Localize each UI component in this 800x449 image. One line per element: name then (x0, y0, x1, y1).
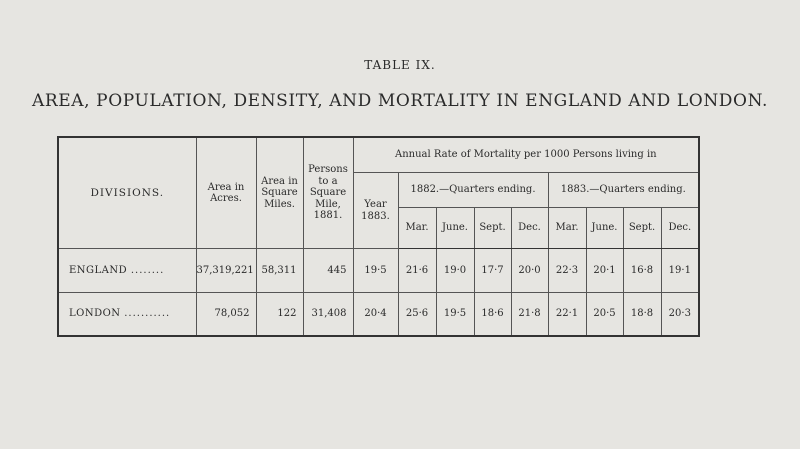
header-quarter: Dec. (511, 208, 548, 249)
rate-cell: 21·8 (511, 293, 548, 337)
rate-cell: 20·5 (586, 293, 623, 337)
rate-cell: 18·6 (474, 293, 511, 337)
header-quarter: Mar. (548, 208, 586, 249)
persons-per-mile-cell: 31,408 (303, 293, 353, 337)
header-quarters-1882: 1882.—Quarters ending. (398, 173, 548, 208)
rate-cell: 20·1 (586, 249, 623, 293)
header-area-sq-miles: Area in Square Miles. (256, 137, 303, 249)
header-annual-rate: Annual Rate of Mortality per 1000 Persons living in (353, 137, 699, 173)
rate-cell: 19·1 (661, 249, 699, 293)
header-persons-per-mile: Persons to a Square Mile, 1881. (303, 137, 353, 249)
rate-cell: 19·0 (436, 249, 474, 293)
rate-cell: 22·3 (548, 249, 586, 293)
rate-cell: 21·6 (398, 249, 436, 293)
area-sq-miles-cell: 122 (256, 293, 303, 337)
area-sq-miles-cell: 58,311 (256, 249, 303, 293)
rate-cell: 20·0 (511, 249, 548, 293)
header-quarter: Dec. (661, 208, 699, 249)
table-label: TABLE IX. (364, 58, 436, 72)
division-name: LONDON ........... (69, 308, 171, 320)
rate-cell: 18·8 (623, 293, 661, 337)
division-name: ENGLAND ........ (58, 249, 196, 293)
header-quarter: Sept. (623, 208, 661, 249)
header-quarter: June. (586, 208, 623, 249)
header-quarter: June. (436, 208, 474, 249)
page-title: AREA, POPULATION, DENSITY, AND MORTALITY IN ENGLAND AND LONDON. (32, 91, 768, 111)
header-area-acres: Area in Acres. (196, 137, 256, 249)
area-acres-cell: 78,052 (196, 293, 256, 337)
rate-cell: 22·1 (548, 293, 586, 337)
persons-per-mile-cell: 445 (303, 249, 353, 293)
rate-cell: 17·7 (474, 249, 511, 293)
area-acres-cell: 37,319,221 (196, 249, 256, 293)
mortality-table (57, 136, 700, 337)
table-row (58, 249, 699, 293)
rate-cell: 25·6 (398, 293, 436, 337)
year-1883-cell: 20·4 (353, 293, 398, 337)
header-quarter: Mar. (398, 208, 436, 249)
header-quarter: Sept. (474, 208, 511, 249)
header-quarters-1883: 1883.—Quarters ending. (548, 173, 699, 208)
rate-cell: 19·5 (436, 293, 474, 337)
header-year-1883: Year 1883. (353, 173, 398, 249)
year-1883-cell: 19·5 (353, 249, 398, 293)
rate-cell: 16·8 (623, 249, 661, 293)
table-row (58, 293, 699, 337)
header-divisions: DIVISIONS. (58, 137, 196, 249)
rate-cell: 20·3 (661, 293, 699, 337)
